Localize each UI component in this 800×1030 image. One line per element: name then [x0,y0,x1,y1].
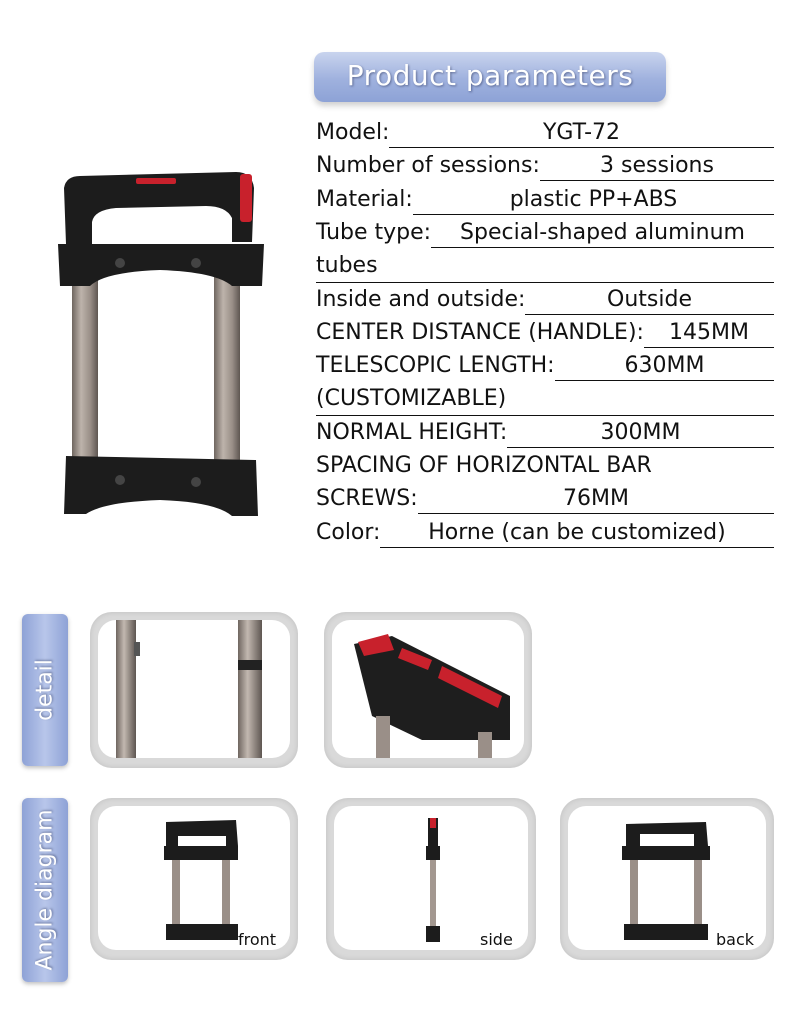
param-row [316,318,774,350]
angle-card-back [560,798,774,960]
param-row [316,384,774,416]
param-text: (CUSTOMIZABLE) [316,386,507,412]
param-text: SPACING OF HORIZONTAL BAR [316,453,652,478]
header-title: Product parameters [346,59,634,92]
detail-tab-label: detail [32,659,58,721]
param-row [316,518,774,550]
angle-diagram-tab-label: Angle diagram [32,809,58,971]
param-row [316,484,774,516]
param-value: Outside [525,285,774,315]
param-label: Model: [316,120,390,145]
param-row [316,351,774,383]
param-row [316,218,774,250]
param-value: YGT-72 [389,118,774,148]
param-label: Material: [316,186,413,212]
param-label: Number of sessions: [316,153,540,179]
front-view-image [98,806,290,950]
param-value: plastic PP+ABS [413,185,774,215]
param-row [316,151,774,183]
param-row [316,118,774,150]
param-label: Tube type: [316,219,432,245]
back-caption: back [716,930,755,949]
angle-card-front [90,798,298,960]
detail-card-handle [324,612,532,768]
param-label: TELESCOPIC LENGTH: [316,353,555,379]
param-label: CENTER DISTANCE (HANDLE): [316,319,644,345]
param-value: Special-shaped aluminum [431,218,774,248]
param-row [316,418,774,450]
tube-detail-image [98,620,290,758]
handle-detail-image [332,620,524,758]
back-view-image [568,806,766,950]
side-view-image [334,806,528,950]
side-caption: side [480,930,513,949]
param-value: 300MM [507,418,774,448]
detail-tab [22,614,68,766]
angle-card-side [326,798,536,960]
main-product-image [56,160,266,540]
param-row [316,185,774,217]
detail-card-tubes [90,612,298,768]
product-parameters-header [314,52,666,102]
param-value: Horne (can be customized) [380,518,774,548]
param-row [316,451,774,483]
param-label: NORMAL HEIGHT: [316,419,508,445]
param-value: 630MM [555,351,774,381]
front-caption: front [238,930,277,949]
param-text: tubes [316,253,378,279]
param-label: Color: [316,519,381,545]
param-value: 76MM [418,484,774,514]
param-value: 3 sessions [540,151,774,181]
param-label: SCREWS: [316,486,418,512]
param-label: Inside and outside: [316,286,526,312]
param-row [316,285,774,317]
param-value: 145MM [644,318,774,348]
param-row [316,251,774,283]
angle-diagram-tab [22,798,68,982]
